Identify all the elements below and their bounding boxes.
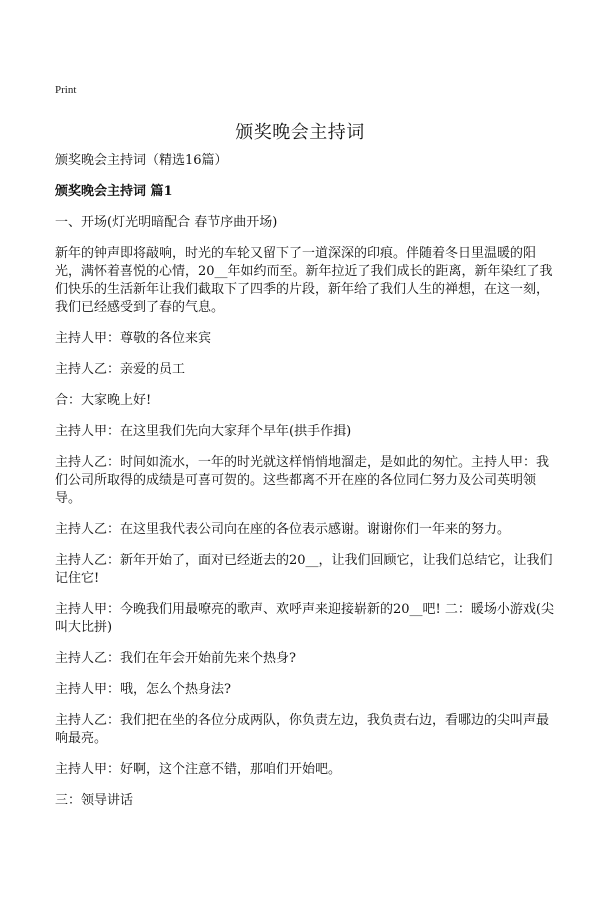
paragraph: 新年的钟声即将敲响，时光的车轮又留下了一道深深的印痕。伴随着冬日里温暖的阳光，满怀着喜悦的心情，20__年如约而至。新年拉近了我们成长的距离，新年染红了我们快乐的生活新年让我们截取下了四季的片段，新年给了我们人生的禅想，在这一刻，我们已经感受到了春的气息。	[55, 246, 553, 315]
paragraph: 主持人甲：今晚我们用最嘹亮的歌声、欢呼声来迎接崭新的20__吧! 二：暖场小游戏(尖叫大比拼)	[55, 602, 554, 635]
paragraph: 主持人乙：在这里我代表公司向在座的各位表示感谢。谢谢你们一年来的努力。	[55, 522, 511, 537]
document-title: 颁奖晚会主持词	[235, 122, 365, 143]
paragraph: 主持人乙：我们把在坐的各位分成两队，你负责左边，我负责右边，看哪边的尖叫声最响最亮。	[55, 713, 550, 746]
document-subtitle: 颁奖晚会主持词（精选16篇）	[55, 153, 228, 168]
paragraph: 主持人甲：哦，怎么个热身法?	[55, 682, 231, 697]
paragraph: 主持人乙：时间如流水，一年的时光就这样悄悄地溜走，是如此的匆忙。主持人甲：我们公司所取得的成绩是可喜可贺的。这些都离不开在座的各位同仁努力及公司英明领导。	[55, 455, 550, 506]
paragraph: 主持人甲：在这里我们先向大家拜个早年(拱手作揖)	[55, 424, 352, 439]
paragraph: 主持人乙：亲爱的员工	[55, 362, 186, 377]
paragraph: 主持人甲：好啊，这个注意不错，那咱们开始吧。	[55, 762, 342, 777]
document-body	[55, 152, 555, 810]
paragraph: 主持人乙：我们在年会开始前先来个热身?	[55, 651, 296, 666]
section-title: 颁奖晚会主持词 篇1	[55, 184, 173, 199]
paragraph: 主持人乙：新年开始了，面对已经逝去的20__，让我们回顾它，让我们总结它，让我们记住它!	[55, 553, 553, 586]
paragraph: 主持人甲：尊敬的各位来宾	[55, 331, 212, 346]
paragraph: 合：大家晚上好!	[55, 393, 152, 408]
print-link[interactable]: Print	[55, 84, 77, 96]
paragraph: 一、开场(灯光明暗配合 春节序曲开场)	[55, 215, 278, 230]
paragraph: 三：领导讲话	[55, 793, 134, 808]
